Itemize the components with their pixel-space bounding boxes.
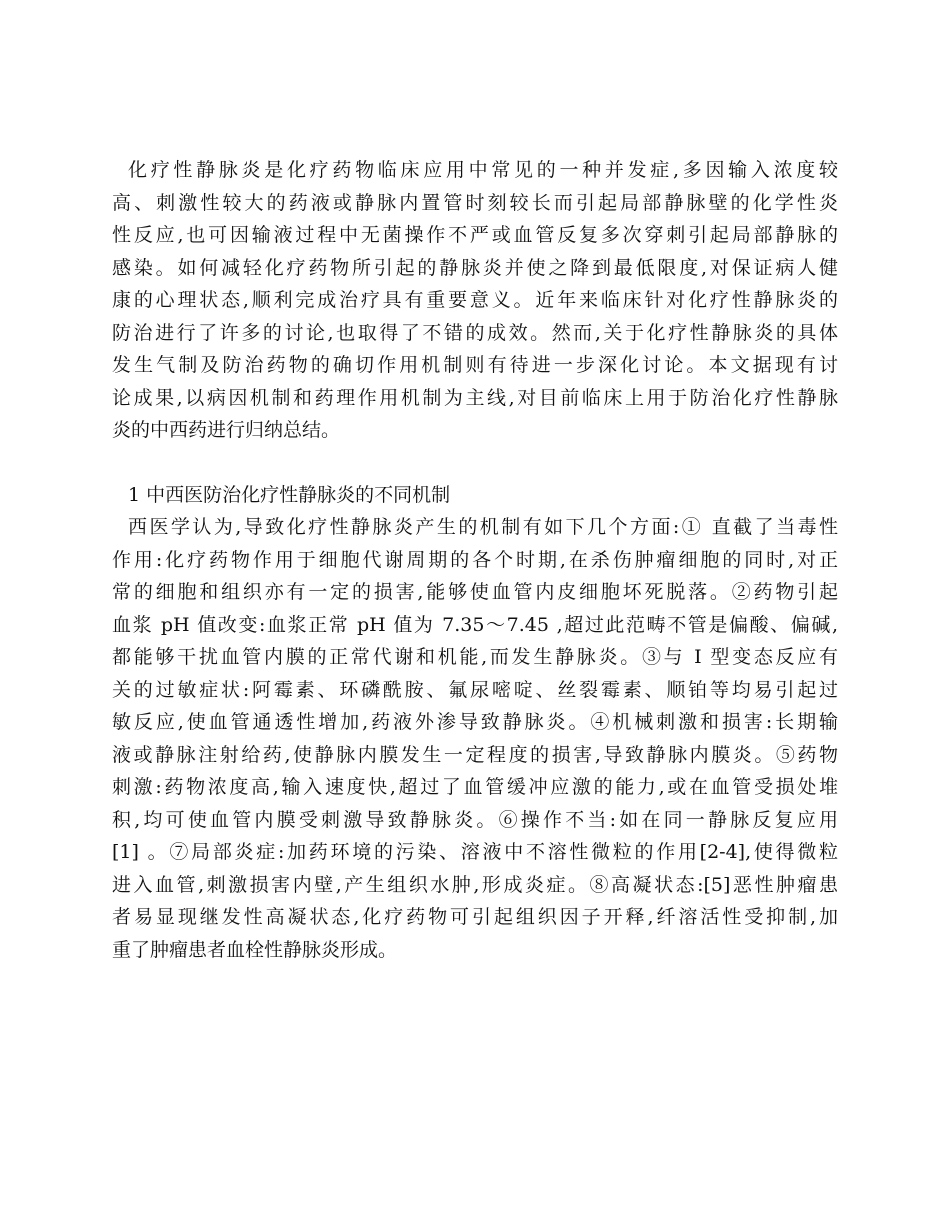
paragraph-line: 西医学认为,导致化疗性静脉炎产生的机制有如下几个方面:① 直截了当毒性 <box>128 516 838 538</box>
document-page <box>112 154 838 966</box>
paragraph-line: 性反应,也可因输液过程中无菌操作不严或血管反复多次穿刺引起局部静脉的 <box>112 224 838 246</box>
paragraph-line: 敏反应,使血管通透性增加,药液外渗导致静脉炎。④机械刺激和损害:长期输 <box>112 711 838 733</box>
paragraph-line: 刺激:药物浓度高,输入速度快,超过了血管缓冲应激的能力,或在血管受损处堆 <box>112 776 838 798</box>
paragraph-line: 作用:化疗药物作用于细胞代谢周期的各个时期,在杀伤肿瘤细胞的同时,对正 <box>112 548 838 571</box>
paragraph-line: 进入血管,刺激损害内壁,产生组织水肿,形成炎症。⑧高凝状态:[5]恶性肿瘤患 <box>112 873 838 896</box>
paragraph-line: 发生气制及防治药物的确切作用机制则有待进一步深化讨论。本文据现有讨 <box>112 354 838 376</box>
paragraph-line: 论成果,以病因机制和药理作用机制为主线,对目前临床上用于防治化疗性静脉 <box>112 386 838 409</box>
intro-paragraph <box>112 154 838 447</box>
paragraph-line: 积,均可使血管内膜受刺激导致静脉炎。⑥操作不当:如在同一静脉反复应用 <box>112 808 838 831</box>
paragraph-line: [1] 。⑦局部炎症:加药环境的污染、溶液中不溶性微粒的作用[2-4],使得微粒 <box>112 841 838 863</box>
section-heading: 1 中西医防治化疗性静脉炎的不同机制 <box>128 483 451 506</box>
paragraph-line: 防治进行了许多的讨论,也取得了不错的成效。然而,关于化疗性静脉炎的具体 <box>112 321 838 344</box>
paragraph-line: 血浆 pH 值改变:血浆正常 pH 值为 7.35～7.45 ,超过此范畴不管是偏酸、偏碱, <box>112 613 838 636</box>
paragraph-line: 感染。如何减轻化疗药物所引起的静脉炎并使之降到最低限度,对保证病人健 <box>112 256 838 279</box>
paragraph-line: 高、刺激性较大的药液或静脉内置管时刻较长而引起局部静脉壁的化学性炎 <box>112 191 838 214</box>
paragraph-line: 都能够干扰血管内膜的正常代谢和机能,而发生静脉炎。③与 I 型变态反应有 <box>112 646 838 668</box>
section-paragraph <box>112 511 838 966</box>
paragraph-line: 液或静脉注射给药,使静脉内膜发生一定程度的损害,导致静脉内膜炎。⑤药物 <box>112 743 838 766</box>
paragraph-line: 炎的中西药进行归纳总结。 <box>112 419 341 441</box>
paragraph-line: 化疗性静脉炎是化疗药物临床应用中常见的一种并发症,多因输入浓度较 <box>128 159 838 181</box>
paragraph-line: 重了肿瘤患者血栓性静脉炎形成。 <box>112 938 398 961</box>
paragraph-line: 关的过敏症状:阿霉素、环磷酰胺、氟尿嘧啶、丝裂霉素、顺铂等均易引起过 <box>112 678 838 701</box>
paragraph-spacer <box>112 447 838 479</box>
paragraph-line: 康的心理状态,顺利完成治疗具有重要意义。近年来临床针对化疗性静脉炎的 <box>112 289 838 311</box>
paragraph-line: 者易显现继发性高凝状态,化疗药物可引起组织因子开释,纤溶活性受抑制,加 <box>112 906 838 928</box>
paragraph-line: 常的细胞和组织亦有一定的损害,能够使血管内皮细胞坏死脱落。②药物引起 <box>112 581 838 603</box>
